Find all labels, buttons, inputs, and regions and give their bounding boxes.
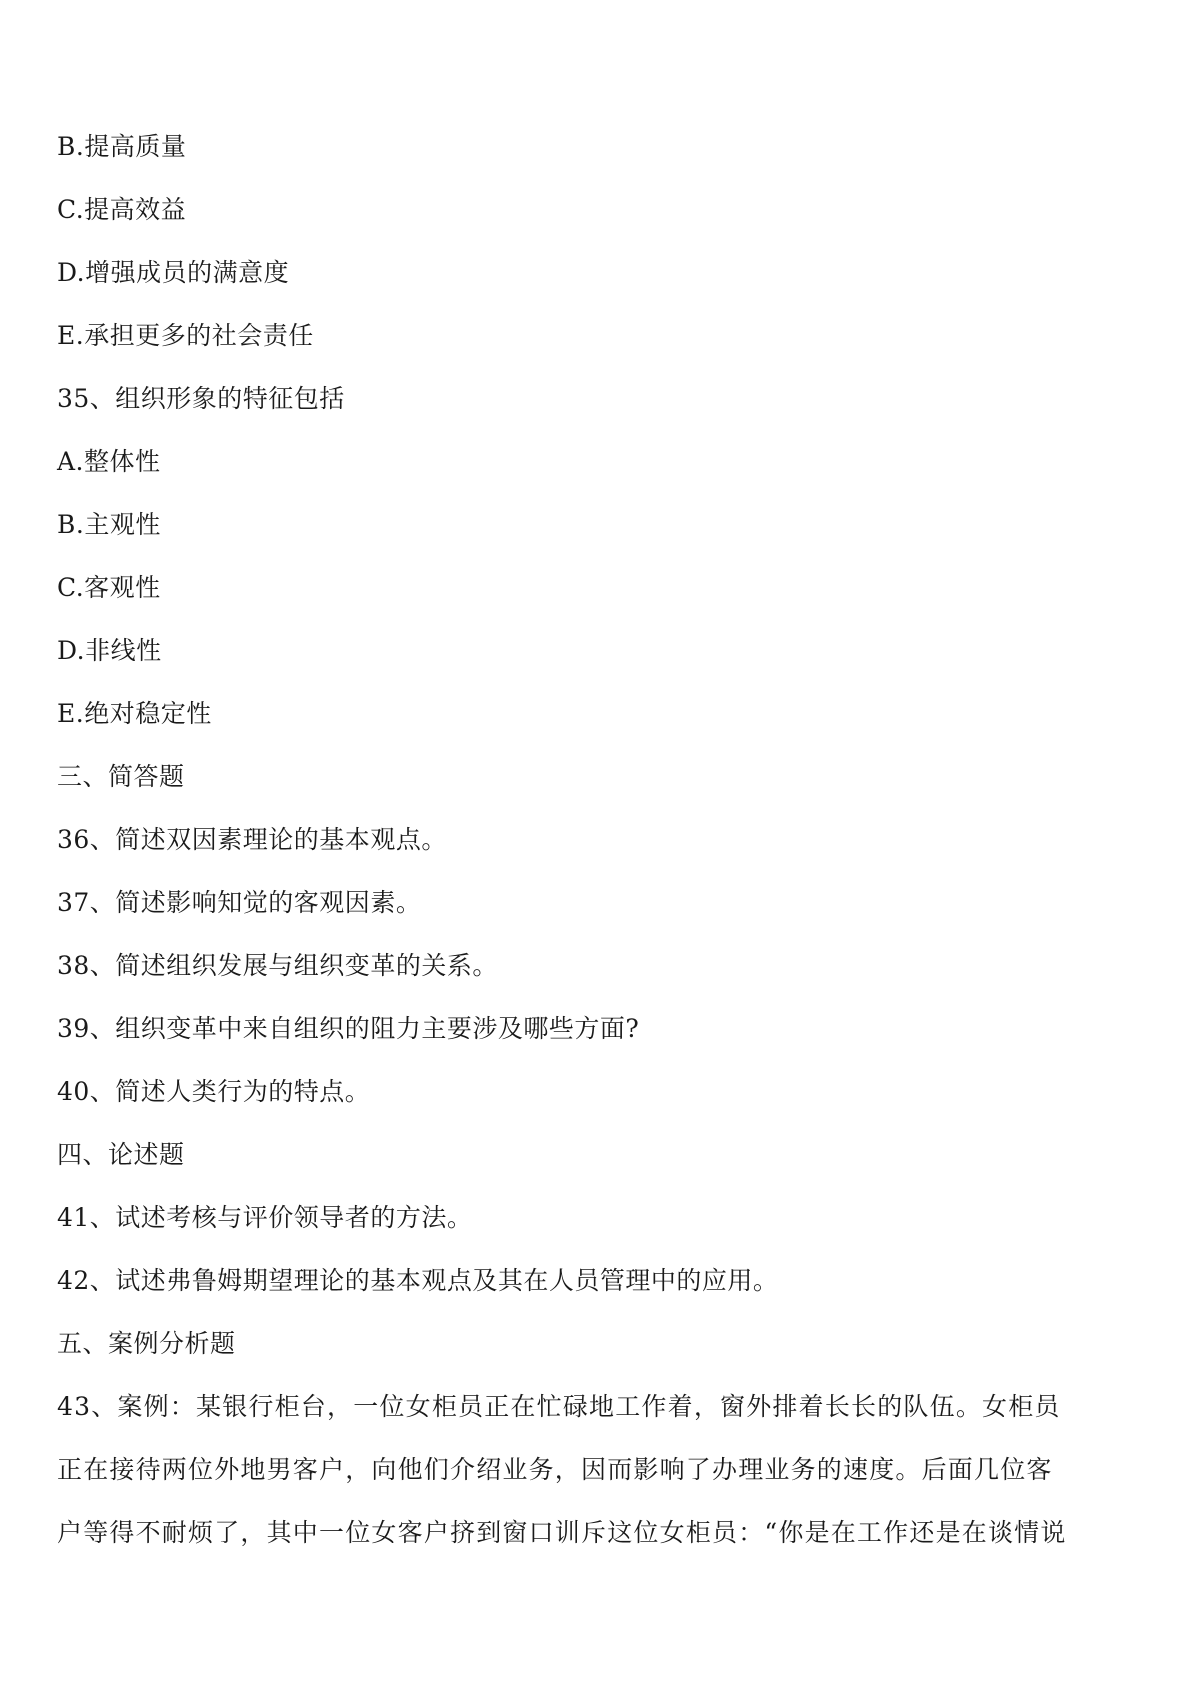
option-a-integrity: A.整体性 bbox=[57, 447, 161, 476]
option-e-absolute-stability: E.绝对稳定性 bbox=[57, 699, 212, 728]
option-b-subjectivity: B.主观性 bbox=[57, 510, 161, 539]
case-line-3: 户等得不耐烦了，其中一位女客户挤到窗口训斥这位女柜员：“你是在工作还是在谈情说 bbox=[57, 1518, 1067, 1547]
question-37: 37、简述影响知觉的客观因素。 bbox=[57, 888, 422, 917]
question-38: 38、简述组织发展与组织变革的关系。 bbox=[57, 951, 498, 980]
section-essay-heading: 四、论述题 bbox=[57, 1140, 185, 1169]
option-c-improve-efficiency: C.提高效益 bbox=[57, 195, 187, 224]
document-body bbox=[57, 115, 1137, 1564]
question-43-case-paragraph bbox=[57, 1375, 1137, 1564]
option-b-improve-quality: B.提高质量 bbox=[57, 132, 187, 161]
question-35: 35、组织形象的特征包括 bbox=[57, 384, 345, 413]
option-e-social-responsibility: E.承担更多的社会责任 bbox=[57, 321, 314, 350]
option-c-objectivity: C.客观性 bbox=[57, 573, 161, 602]
question-42: 42、试述弗鲁姆期望理论的基本观点及其在人员管理中的应用。 bbox=[57, 1266, 779, 1295]
option-d-nonlinearity: D.非线性 bbox=[57, 636, 162, 665]
section-short-answer-heading: 三、简答题 bbox=[57, 762, 185, 791]
section-case-analysis-heading: 五、案例分析题 bbox=[57, 1329, 236, 1358]
question-39: 39、组织变革中来自组织的阻力主要涉及哪些方面? bbox=[57, 1014, 640, 1043]
question-40: 40、简述人类行为的特点。 bbox=[57, 1077, 371, 1106]
case-line-2: 正在接待两位外地男客户，向他们介绍业务，因而影响了办理业务的速度。后面几位客 bbox=[57, 1455, 1053, 1484]
question-36: 36、简述双因素理论的基本观点。 bbox=[57, 825, 447, 854]
question-41: 41、试述考核与评价领导者的方法。 bbox=[57, 1203, 473, 1232]
option-d-member-satisfaction: D.增强成员的满意度 bbox=[57, 258, 290, 287]
case-line-1: 43、案例：某银行柜台，一位女柜员正在忙碌地工作着，窗外排着长长的队伍。女柜员 bbox=[57, 1392, 1061, 1421]
